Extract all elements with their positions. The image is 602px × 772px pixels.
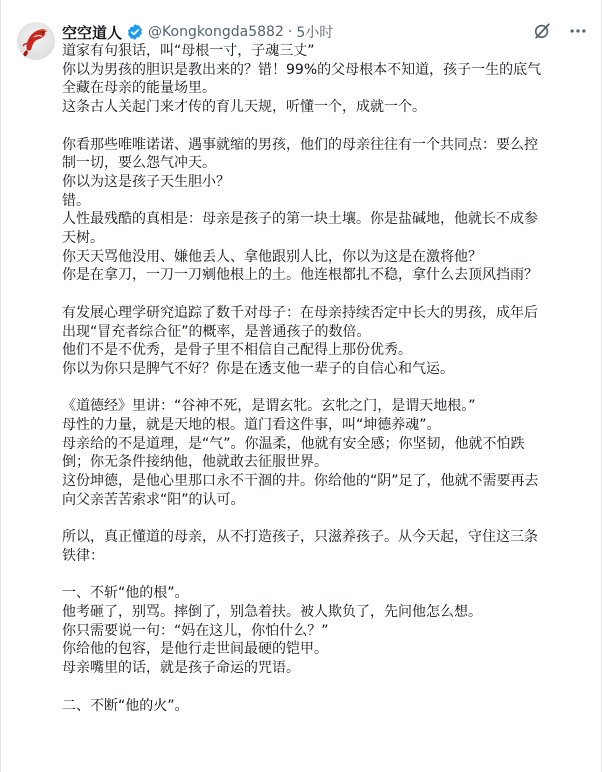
post-text-line: 《道德经》里讲：“谷神不死，是谓玄牝。玄牝之门，是谓天地根。” — [62, 398, 476, 415]
author-handle[interactable]: @Kongkongda5882 — [148, 24, 284, 40]
paragraph-break — [62, 678, 586, 697]
post-text-line: 有发展心理学研究追踪了数千对母子：在母亲持续否定中长大的男孩，成年后 — [62, 304, 538, 321]
post-text-line: 向父亲苦苦索求“阳”的认可。 — [62, 491, 245, 508]
post-text-line: 他考砸了，别骂。摔倒了，别急着扶。被人欺负了，先问他怎么想。 — [62, 604, 482, 621]
grok-button[interactable] — [531, 20, 553, 42]
paragraph-break — [62, 566, 586, 585]
post-text-line: 这份坤德，是他心里那口永不干涸的井。你给他的“阴”足了，他就不需要再去 — [62, 473, 539, 490]
paragraph-break — [62, 117, 586, 136]
post-text-line: 母性的力量，就是天地的根。道门看这件事，叫“坤德养魂”。 — [62, 417, 441, 434]
post-text-line: 你以为男孩的胆识是教出来的？错！99%的父母根本不知道，孩子一生的底气 — [62, 61, 542, 78]
post-text-line: 二、不断“他的火”。 — [62, 697, 189, 714]
post-text — [62, 42, 586, 715]
post-text-line: 制一切，要么怨气冲天。 — [62, 155, 216, 172]
koi-fish-avatar — [17, 22, 55, 60]
post-timestamp[interactable]: 5小时 — [296, 25, 334, 41]
post-text-line: 你天天骂他没用、嫌他丢人、拿他跟别人比，你以为这是在激将他？ — [62, 248, 482, 265]
post-text-line: 你是在拿刀，一刀一刀剜他根上的土。他连根都扎不稳，拿什么去顶风挡雨？ — [62, 267, 538, 284]
header-separator: · — [287, 24, 293, 40]
verified-badge-icon — [126, 23, 144, 41]
post-text-line: 你以为这是孩子天生胆小？ — [62, 173, 230, 190]
post-text-line: 你看那些唯唯诺诺、遇事就缩的男孩，他们的母亲往往有一个共同点：要么控 — [62, 136, 538, 153]
paragraph-break — [62, 379, 586, 398]
post-text-line: 一、不斩“他的根”。 — [62, 585, 189, 602]
post-text-line: 天树。 — [62, 230, 104, 247]
post-text-line: 这条古人关起门来才传的育儿天规，听懂一个，成就一个。 — [62, 99, 426, 116]
post-text-line: 错。 — [62, 192, 90, 209]
more-options-button[interactable] — [567, 20, 589, 42]
post-text-line: 你给他的包容，是他行走世间最硬的铠甲。 — [62, 641, 328, 658]
grok-icon — [532, 21, 552, 41]
author-avatar[interactable] — [17, 22, 55, 60]
paragraph-break — [62, 285, 586, 304]
post-text-line: 全藏在母亲的能量场里。 — [62, 80, 216, 97]
post-text-line: 你以为你只是脾气不好？你是在透支他一辈子的自信心和气运。 — [62, 360, 454, 377]
post-text-line: 母亲给的不是道理，是“气”。你温柔，他就有安全感；你坚韧，他就不怕跌 — [62, 435, 525, 452]
post-actions — [531, 20, 589, 42]
post-text-line: 倒；你无条件接纳他，他就敢去征服世界。 — [62, 454, 328, 471]
post-text-line: 你只需要说一句：“妈在这儿，你怕什么？” — [62, 622, 329, 639]
post-text-line: 道家有句狠话，叫“母根一寸，子魂三丈” — [62, 43, 315, 59]
post-text-line: 出现“冒充者综合征”的概率，是普通孩子的数倍。 — [62, 323, 371, 340]
post-text-line: 母亲嘴里的话，就是孩子命运的咒语。 — [62, 660, 300, 677]
post-text-line: 人性最残酷的真相是：母亲是孩子的第一块土壤。你是盐碱地，他就长不成参 — [62, 211, 538, 228]
post-text-line: 他们不是不优秀，是骨子里不相信自己配得上那份优秀。 — [62, 342, 412, 359]
paragraph-break — [62, 510, 586, 529]
post-text-line: 铁律： — [62, 547, 104, 564]
more-options-icon — [568, 21, 588, 41]
post-text-line: 所以，真正懂道的母亲，从不打造孩子，只滋养孩子。从今天起，守住这三条 — [62, 529, 538, 546]
author-display-name[interactable]: 空空道人 — [62, 23, 123, 42]
